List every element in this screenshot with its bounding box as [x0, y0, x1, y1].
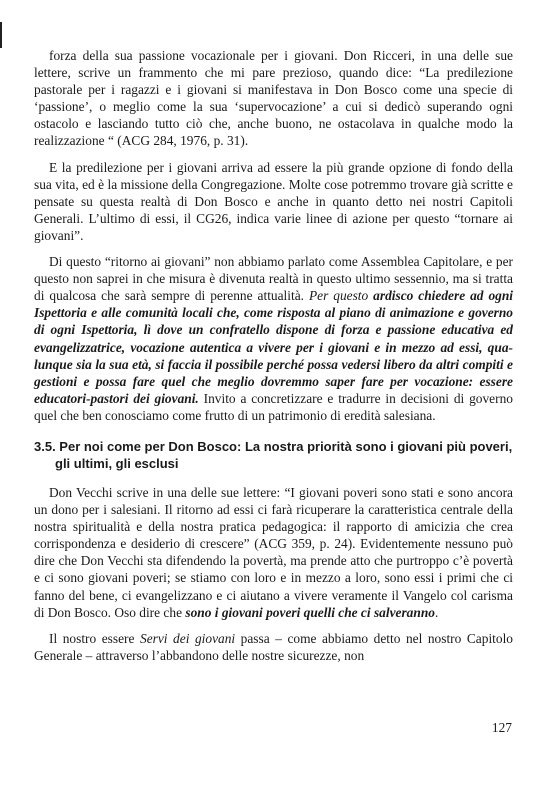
- paragraph-4: [34, 484, 513, 621]
- section-heading: 3.5. Per noi come per Don Bosco: La nostra priorità sono i giovani più poveri, gli ultimi, gli esclusi: [34, 438, 513, 471]
- text-run-bold-italic: ardisco chiedere ad ogni Ispettoria e alle comunità locali che, come risposta al piano di animazione e governo di ogni Ispettoria, lì dove un confratello dispone di forza e passione educativa ed evangelizzatrice, vocazione autentica a vivere per i giovani e in mezzo ad essi, qualunque sia la sua età, si faccia il possibile perché possa vedersi libero da altri compiti e gestioni e possa fare quel che meglio dovremmo saper fare per vocazione: essere educatori-pastori dei giovani.: [34, 288, 513, 406]
- text-run: passa – come abbiamo detto nel nostro Capitolo Generale – attraverso l’abbandono delle nostre sicurezze, non: [34, 630, 513, 663]
- text-run-italic: Servi dei giovani: [140, 630, 236, 646]
- paragraph-2: [34, 159, 513, 244]
- document-page: [34, 47, 513, 673]
- page-number: 127: [491, 720, 512, 735]
- page-edge-mark: [0, 22, 2, 48]
- text-run: forza della sua passione vocazionale per i giovani. Don Ricceri, in una delle sue lettere, scrive un frammento che mi pare prezioso, quando dice: “La predilezione pastorale per i ragazzi e i giovani si manifestava in Don Bosco come una specie di ‘passione’, o meglio come la sua ‘supervocazione’ a cui si dedicò superando ogni ostacolo e lasciando tutto ciò che, anche buono, ne ostacolava in qualche modo la realizzazione “ (ACG 284, 1976, p. 31).: [34, 48, 513, 149]
- text-run: Invito a concretizzare e tradurre in decisioni di governo quel che ben conosciamo come frutto di un patrimonio di eredità salesiana.: [34, 390, 513, 423]
- text-run-italic: Per questo: [308, 288, 374, 304]
- paragraph-1: [34, 47, 513, 150]
- paragraph-5: [34, 630, 513, 664]
- text-run: E la predilezione per i giovani arriva ad essere la più grande opzione di fondo della sua vita, ed è la missione della Congregazione. Molte cose potremmo trovare già scritte e pensate su questa realtà di Don Bosco e anche in quanto detto nei nostri Capitoli Generali. L’ultimo di essi, il CG26, indica varie linee di azione per questo “tornare ai giovani”.: [34, 159, 513, 243]
- text-run: Don Vecchi scrive in una delle sue lettere: “I giovani poveri sono stati e sono ancora un dono per i salesiani. Il ritorno ad essi ci farà ricuperare la caratteristica centrale della nostra spiritualità e della nostra pratica pedagogica: il rapporto di amicizia che crea corrispondenza e desiderio di crescere” (ACG 359, p. 24). Evidentemente nessuno può dire che Don Vecchi sta difendendo la povertà, ma prende atto che purtroppo c’è povertà e ci sono giovani poveri; se stiamo con loro e in mezzo a loro, sono essi i primi che ci fanno del bene, ci evangelizzano e ci aiutano a vivere veramente il Vangelo col carisma di Don Bosco. Oso dire che: [34, 484, 513, 620]
- text-run: Di questo “ritorno ai giovani” non abbiamo parlato come Assemblea Capitolare, e per questo non saprei in che misura è divenuta realtà in questo ultimo sessennio, ma si tratta di qualcosa che sarà sempre di perenne attualità.: [34, 254, 513, 304]
- text-run: .: [434, 604, 439, 620]
- text-run-bold-italic: sono i giovani poveri quelli che ci salveranno: [185, 604, 435, 620]
- paragraph-3: [34, 253, 513, 424]
- text-run: Il nostro essere: [49, 630, 140, 646]
